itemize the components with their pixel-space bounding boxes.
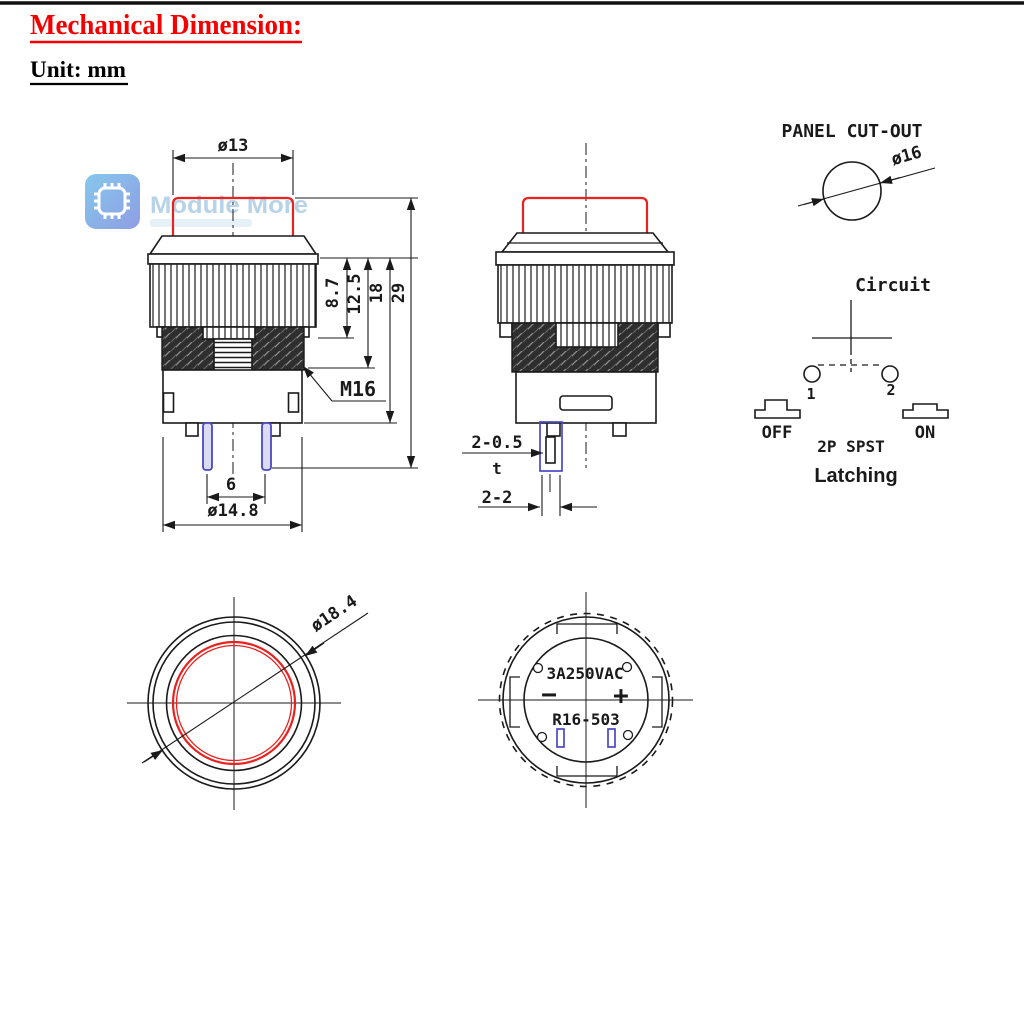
watermark-subtext-blur	[150, 219, 252, 227]
header	[0, 3, 1024, 84]
watermark-brand: Module More	[150, 192, 308, 219]
dim-bezel-diameter: ø18.4	[307, 591, 362, 637]
side-collar-ribs	[498, 265, 672, 323]
bottom-terminal-left	[557, 729, 564, 747]
terminal-2-label: 2	[886, 381, 896, 399]
bottom-view-drawing	[478, 592, 693, 808]
front-terminal-pin-right	[262, 423, 271, 470]
dim-thread-height: 18	[367, 282, 387, 304]
side-collar-center-tab-ribs	[556, 323, 618, 347]
top-view-drawing	[127, 591, 368, 810]
side-body-slot	[560, 396, 612, 410]
side-view-drawing	[496, 143, 674, 492]
dim-total-height: 29	[389, 282, 409, 304]
front-body	[163, 370, 302, 423]
switch-type-label: 2P SPST	[817, 437, 885, 456]
dim-cap-diameter: ø13	[217, 136, 249, 156]
off-label: OFF	[761, 423, 793, 443]
dim-terminal: 2-0.5	[471, 433, 523, 453]
front-cap-rim	[148, 254, 318, 264]
terminal-1-label: 1	[806, 385, 816, 403]
on-button-profile	[903, 404, 948, 418]
front-terminal-pin-left	[203, 423, 212, 470]
terminal-thickness-symbol: t	[492, 459, 502, 478]
watermark-logo-tile	[85, 174, 140, 229]
side-bottom-tab-left	[547, 423, 560, 436]
front-collar-ribs	[150, 264, 316, 327]
dim-hole-diameter: ø16	[889, 142, 925, 171]
panel-cutout-diagram	[782, 121, 935, 220]
rating-label: 3A250VAC	[546, 664, 624, 683]
panel-cutout-title: PANEL CUT-OUT	[781, 121, 923, 142]
panel-cutout-dim-lines	[798, 168, 935, 206]
side-bottom-tab-right	[613, 423, 626, 436]
front-body-notch-right	[289, 393, 299, 412]
polarity-minus-label: −	[541, 680, 557, 710]
off-button-profile	[755, 400, 800, 418]
dim-mid-height: 12.5	[345, 273, 365, 315]
polarity-plus-label: +	[613, 681, 629, 711]
side-view-dimensions	[462, 433, 597, 516]
plunger-symbol	[812, 300, 892, 372]
side-terminal-pin	[546, 437, 555, 463]
circuit-title: Circuit	[855, 275, 931, 296]
side-button-cap-red	[523, 198, 647, 233]
dim-body-diameter: ø14.8	[207, 501, 259, 521]
front-screw-thread-lines	[214, 339, 252, 371]
front-collar-center-tab-ribs	[203, 327, 255, 339]
side-collar-foot-right	[658, 323, 670, 337]
front-cap-bevel	[150, 236, 316, 254]
dim-collar-height: 8.7	[323, 277, 343, 309]
bottom-terminal-right	[608, 729, 615, 747]
side-collar-foot-left	[500, 323, 512, 337]
side-cap-rim	[496, 252, 674, 265]
switch-action-label: Latching	[814, 465, 898, 487]
circuit-diagram	[755, 275, 948, 487]
dim-pin-spacing: 6	[225, 475, 237, 495]
model-label: R16-503	[552, 710, 620, 729]
page-title: Mechanical Dimension:	[30, 10, 302, 41]
front-body-notch-left	[164, 393, 174, 412]
watermark	[85, 174, 308, 229]
unit-label: Unit: mm	[30, 57, 126, 82]
on-label: ON	[914, 423, 936, 443]
front-view-drawing	[148, 163, 318, 475]
dim-terminal-width: 2-2	[481, 488, 513, 508]
circuit-terminal-2	[882, 366, 898, 382]
thread-spec-label: M16	[339, 377, 377, 401]
front-bottom-tab-left	[186, 423, 198, 436]
circuit-terminal-1	[804, 366, 820, 382]
